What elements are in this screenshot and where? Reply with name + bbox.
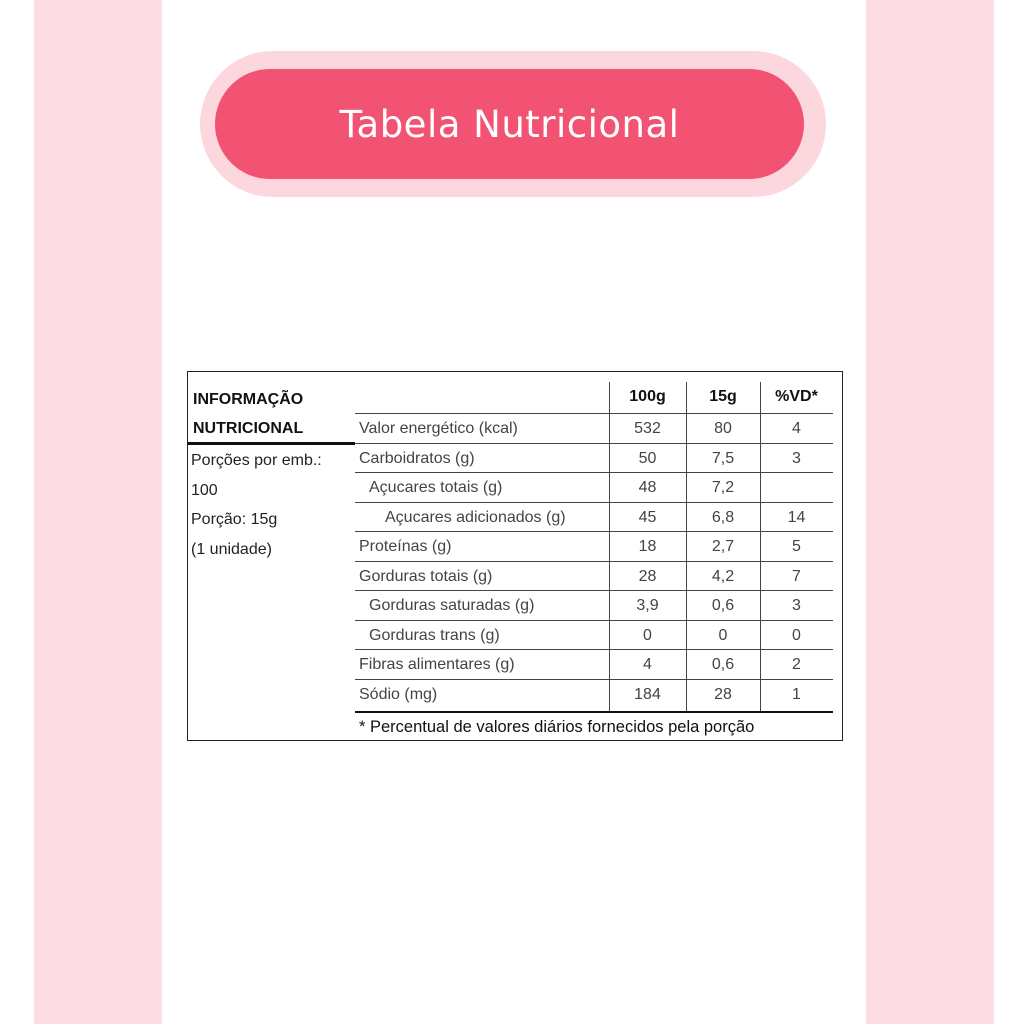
nutrient-label: Carboidratos (g) — [359, 449, 475, 467]
nutrient-label: Fibras alimentares (g) — [359, 656, 515, 673]
daily-value-percent: 3 — [792, 449, 801, 467]
serving-info — [191, 446, 356, 564]
value-per-100g: 532 — [634, 420, 661, 437]
value-per-serving: 2,7 — [711, 538, 735, 555]
value-per-100g: 50 — [638, 449, 657, 467]
left-decorative-band — [34, 0, 162, 1024]
daily-value-percent: 2 — [792, 656, 801, 673]
header-underline — [188, 442, 355, 445]
daily-value-percent: 14 — [787, 508, 806, 526]
title-pill — [215, 69, 804, 179]
footnote: * Percentual de valores diários fornecidos pela porção — [359, 718, 755, 736]
nutrient-label: Proteínas (g) — [359, 538, 452, 555]
nutrient-label: Açucares adicionados (g) — [385, 508, 566, 526]
value-per-serving: 28 — [714, 685, 732, 703]
column-header-100g: 100g — [629, 388, 666, 405]
nutrient-label: Gorduras totais (g) — [359, 567, 493, 585]
serving-unit: (1 unidade) — [191, 540, 272, 558]
value-per-100g: 18 — [638, 538, 657, 555]
nutrient-row — [355, 443, 833, 473]
nutrition-facts-table — [187, 371, 843, 741]
value-per-serving: 7,2 — [711, 479, 735, 496]
column-header-vd: %VD* — [775, 388, 818, 405]
nutrient-row — [355, 413, 833, 443]
page-title: Tabela Nutricional — [339, 102, 680, 146]
nutrient-row — [355, 679, 833, 709]
nutrient-label: Gorduras trans (g) — [369, 626, 500, 644]
daily-value-percent: 0 — [792, 626, 801, 644]
value-per-serving: 0,6 — [711, 656, 735, 673]
nutrient-row — [355, 590, 833, 620]
value-per-100g: 184 — [634, 685, 661, 703]
value-per-100g: 28 — [638, 567, 657, 585]
servings-per-package-value: 100 — [191, 481, 218, 499]
nutrient-row — [355, 649, 833, 679]
nutrient-label: Valor energético (kcal) — [359, 420, 518, 437]
value-per-100g: 4 — [643, 656, 652, 673]
nutrition-header-line2: NUTRICIONAL — [193, 420, 304, 437]
value-per-100g: 45 — [638, 508, 657, 526]
nutrient-row — [355, 620, 833, 650]
daily-value-percent: 5 — [792, 538, 801, 555]
servings-per-package-label: Porções por emb.: — [191, 452, 322, 469]
value-per-serving: 80 — [714, 420, 732, 437]
nutrient-row — [355, 472, 833, 502]
daily-value-percent: 3 — [792, 597, 801, 614]
value-per-100g: 0 — [643, 626, 652, 644]
daily-value-percent: 7 — [792, 567, 801, 585]
column-header-15g: 15g — [709, 388, 737, 405]
value-per-serving: 6,8 — [711, 508, 735, 526]
value-per-serving: 7,5 — [711, 449, 735, 467]
value-per-serving: 0 — [718, 626, 728, 644]
nutrient-label: Gorduras saturadas (g) — [369, 597, 535, 614]
nutrient-label: Açucares totais (g) — [369, 479, 503, 496]
nutrient-row — [355, 531, 833, 561]
nutrient-row — [355, 561, 833, 591]
nutrient-row — [355, 502, 833, 532]
nutrient-label: Sódio (mg) — [359, 685, 438, 703]
nutrition-header — [193, 385, 355, 443]
daily-value-percent: 1 — [792, 685, 801, 703]
nutrition-header-line1: INFORMAÇÃO — [193, 391, 304, 408]
daily-value-percent: 4 — [792, 420, 801, 437]
value-per-100g: 48 — [638, 479, 657, 496]
right-decorative-band — [866, 0, 994, 1024]
value-per-serving: 4,2 — [711, 567, 735, 585]
value-per-100g: 3,9 — [636, 597, 659, 614]
serving-size: Porção: 15g — [191, 511, 278, 528]
value-per-serving: 0,6 — [711, 597, 735, 614]
